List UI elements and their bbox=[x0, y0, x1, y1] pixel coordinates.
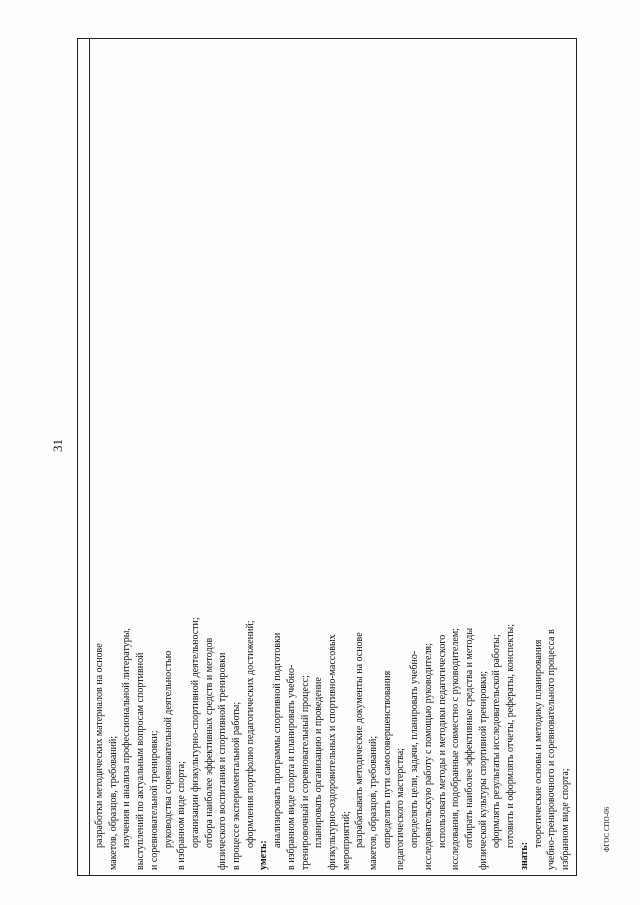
content-line: готовить и оформлять отчеты, рефераты, конспекты; bbox=[505, 623, 517, 848]
content-line: теоретические основы и методику планирования bbox=[532, 639, 544, 848]
content-line: использовать методы и методики педагогического bbox=[436, 634, 448, 848]
content-line: педагогического мастерства; bbox=[395, 748, 407, 870]
footer-label: ФГОС СПО-06 bbox=[603, 806, 611, 852]
content-line: физического воспитания и спортивной тренировки bbox=[217, 652, 229, 870]
content-line: исследования, подобранные совместно с руководителем; bbox=[450, 628, 462, 870]
table-column-divider bbox=[89, 39, 90, 875]
content-line: в избранном виде спорта и планировать учебно- bbox=[285, 664, 297, 870]
content-line: знать: bbox=[518, 841, 530, 870]
content-line: оформления портфолио педагогических достижений; bbox=[244, 620, 256, 848]
page-number: 31 bbox=[50, 439, 65, 452]
content-line: макетов, образцов, требований; bbox=[107, 735, 119, 870]
content-line: учебно-тренировочного и соревновательного процесса в bbox=[546, 629, 558, 870]
content-line: оформлять результаты исследовательской работы; bbox=[491, 634, 503, 848]
content-line: уметь: bbox=[258, 840, 270, 870]
content-line: исследовательскую работу с помощью руководителя; bbox=[422, 643, 434, 870]
content-line: изучения и анализа профессиональной литературы, bbox=[121, 628, 133, 848]
content-line: разработки методических материалов на основе bbox=[94, 643, 105, 848]
content-line: отбора наиболее эффективных средств и методов bbox=[203, 637, 215, 848]
content-line: определять цели, задачи, планировать учебно- bbox=[409, 650, 421, 848]
content-line: выступлений по актуальным вопросам спортивной bbox=[135, 652, 147, 870]
content-line: анализировать программы спортивной подготовки bbox=[272, 632, 284, 848]
content-line: физкультурно-оздоровительных и спортивно-массовых bbox=[326, 634, 338, 870]
content-line: планировать организацию и проведение bbox=[313, 677, 325, 848]
content-line: избранном виде спорта; bbox=[559, 768, 571, 870]
content-line: тренировочный и соревновательный процесс; bbox=[299, 675, 311, 870]
competency-content bbox=[93, 580, 571, 870]
content-line: мероприятий; bbox=[340, 811, 352, 870]
content-line: руководства соревновательной деятельностью bbox=[162, 650, 174, 848]
content-line: отбирать наиболее эффективные средства и методы bbox=[463, 627, 475, 848]
content-line: макетов, образцов, требований; bbox=[368, 735, 380, 870]
content-line: организации физкультурно-спортивной деятельности; bbox=[189, 617, 201, 848]
content-line: в избранном виде спорта; bbox=[176, 761, 188, 870]
content-line: физической культуры спортивной тренировки; bbox=[477, 670, 489, 870]
content-line: в процессе экспериментальной работы; bbox=[231, 701, 243, 870]
content-line: и соревновательной тренировки; bbox=[148, 730, 160, 870]
content-line: определять пути самосовершенствования bbox=[381, 670, 393, 848]
content-line: разрабатывать методические документы на основе bbox=[354, 632, 366, 848]
